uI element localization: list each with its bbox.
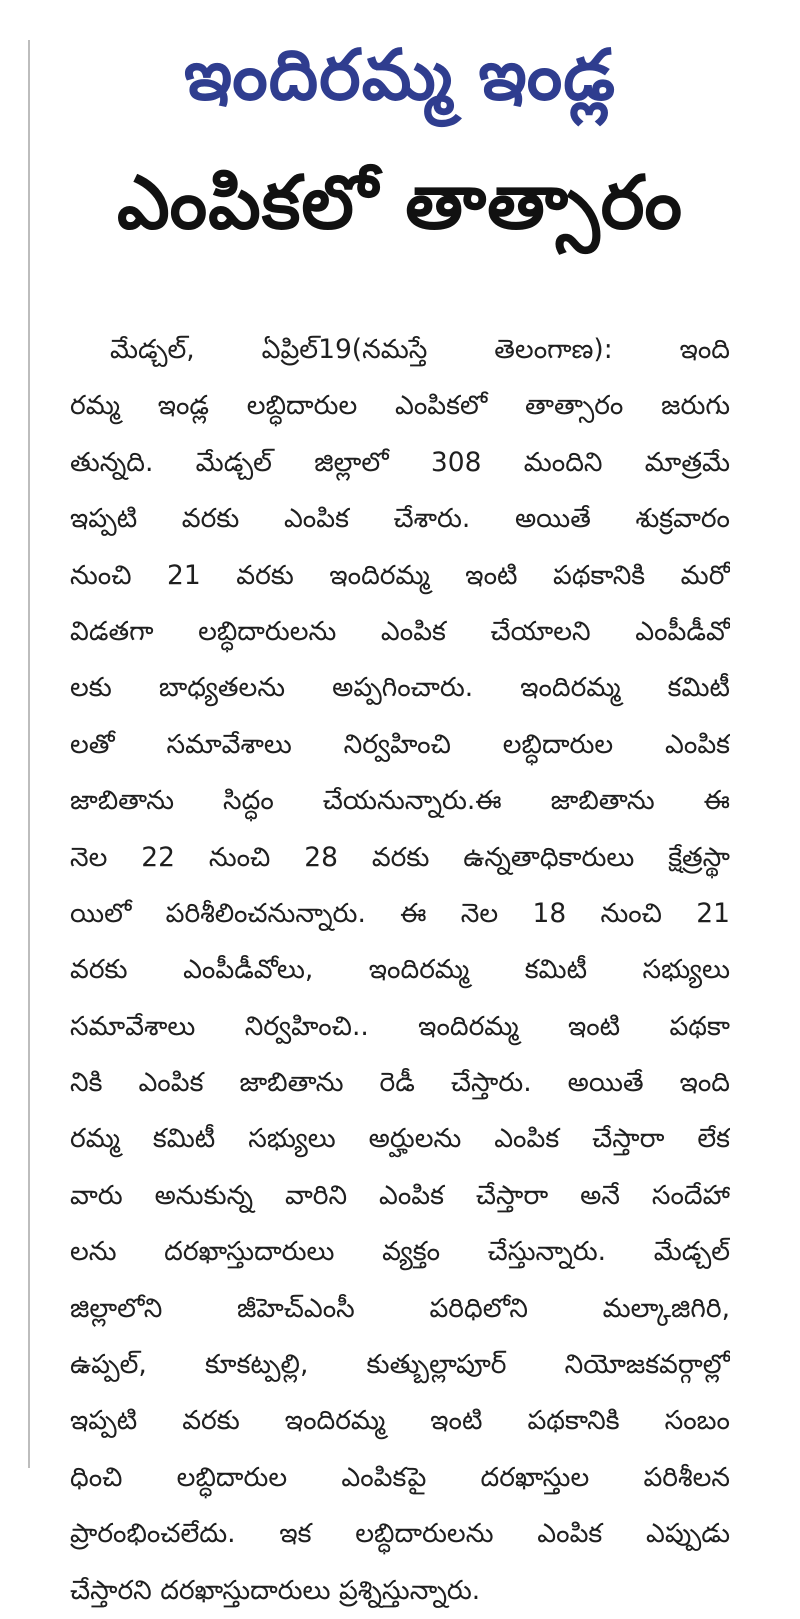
article-line: జిల్లాలోని జీహెచ్ఎంసీ పరిధిలోని మల్కాజిగిరి,	[70, 1292, 730, 1324]
article-line: ఇప్పటి వరకు ఎంపిక చేశారు. అయితే శుక్రవారం	[70, 503, 730, 535]
article-line: లతో సమావేశాలు నిర్వహించి లబ్ధిదారుల ఎంపిక	[70, 728, 730, 760]
article-line: రమ్మ కమిటీ సభ్యులు అర్హులను ఎంపిక చేస్తారా లేక	[70, 1123, 730, 1155]
article-line: మేడ్చల్, ఏప్రిల్19(నమస్తే తెలంగాణ): ఇంది	[110, 334, 730, 365]
article-line: ప్రారంభించలేదు. ఇక లబ్ధిదారులను ఎంపిక ఎప్పుడు	[70, 1518, 730, 1550]
article-line: లకు బాధ్యతలను అప్పగించారు. ఇందిరమ్మ కమిటీ	[70, 672, 730, 704]
article-line: నుంచి 21 వరకు ఇందిరమ్మ ఇంటి పథకానికి మరో	[70, 559, 730, 591]
article-line: చేస్తారని దరఖాస్తుదారులు ప్రశ్నిస్తున్నారు.	[70, 1574, 481, 1606]
article-line: రమ్మ ఇండ్ల లబ్ధిదారుల ఎంపికలో తాత్సారం జరుగు	[70, 390, 730, 422]
article-line: జాబితాను సిద్ధం చేయనున్నారు.ఈ జాబితాను ఈ	[70, 785, 730, 817]
article-line: నెల 22 నుంచి 28 వరకు ఉన్నతాధికారులు క్షేత్రస్థా	[70, 841, 730, 873]
article-line: నికి ఎంపిక జాబితాను రెడీ చేస్తారు. అయితే ఇంది	[70, 1067, 730, 1099]
article-body	[70, 322, 730, 1619]
article-line: యిలో పరిశీలించనున్నారు. ఈ నెల 18 నుంచి 21	[70, 897, 730, 929]
article-line: ధించి లబ్ధిదారుల ఎంపికపై దరఖాస్తుల పరిశీలన	[70, 1461, 730, 1493]
article-line: లను దరఖాస్తుదారులు వ్యక్తం చేస్తున్నారు. మేడ్చల్	[70, 1236, 730, 1268]
article-line: వరకు ఎంపీడీవోలు, ఇందిరమ్మ కమిటీ సభ్యులు	[70, 954, 730, 986]
headline-line-2: ఎంపికలో తాత్సారం	[117, 160, 683, 246]
headline-line-1: ఇందిరమ్మ ఇండ్ల	[183, 34, 617, 116]
article-line: తున్నది. మేడ్చల్ జిల్లాలో 308 మందిని మాత్రమే	[70, 446, 730, 478]
column-rule	[28, 40, 30, 1468]
article-line: ఇప్పటి వరకు ఇందిరమ్మ ఇంటి పథకానికి సంబం	[70, 1405, 730, 1437]
article-line: వారు అనుకున్న వారిని ఎంపిక చేస్తారా అనే సందేహా	[70, 1179, 730, 1211]
article-line: ఉప్పల్, కూకట్పల్లి, కుత్బుల్లాపూర్ నియోజకవర్గాల్లో	[70, 1349, 730, 1381]
article-line: విడతగా లబ్ధిదారులను ఎంపిక చేయాలని ఎంపీడీవో	[70, 615, 730, 647]
article-line: సమావేశాలు నిర్వహించి.. ఇందిరమ్మ ఇంటి పథకా	[70, 1010, 730, 1042]
